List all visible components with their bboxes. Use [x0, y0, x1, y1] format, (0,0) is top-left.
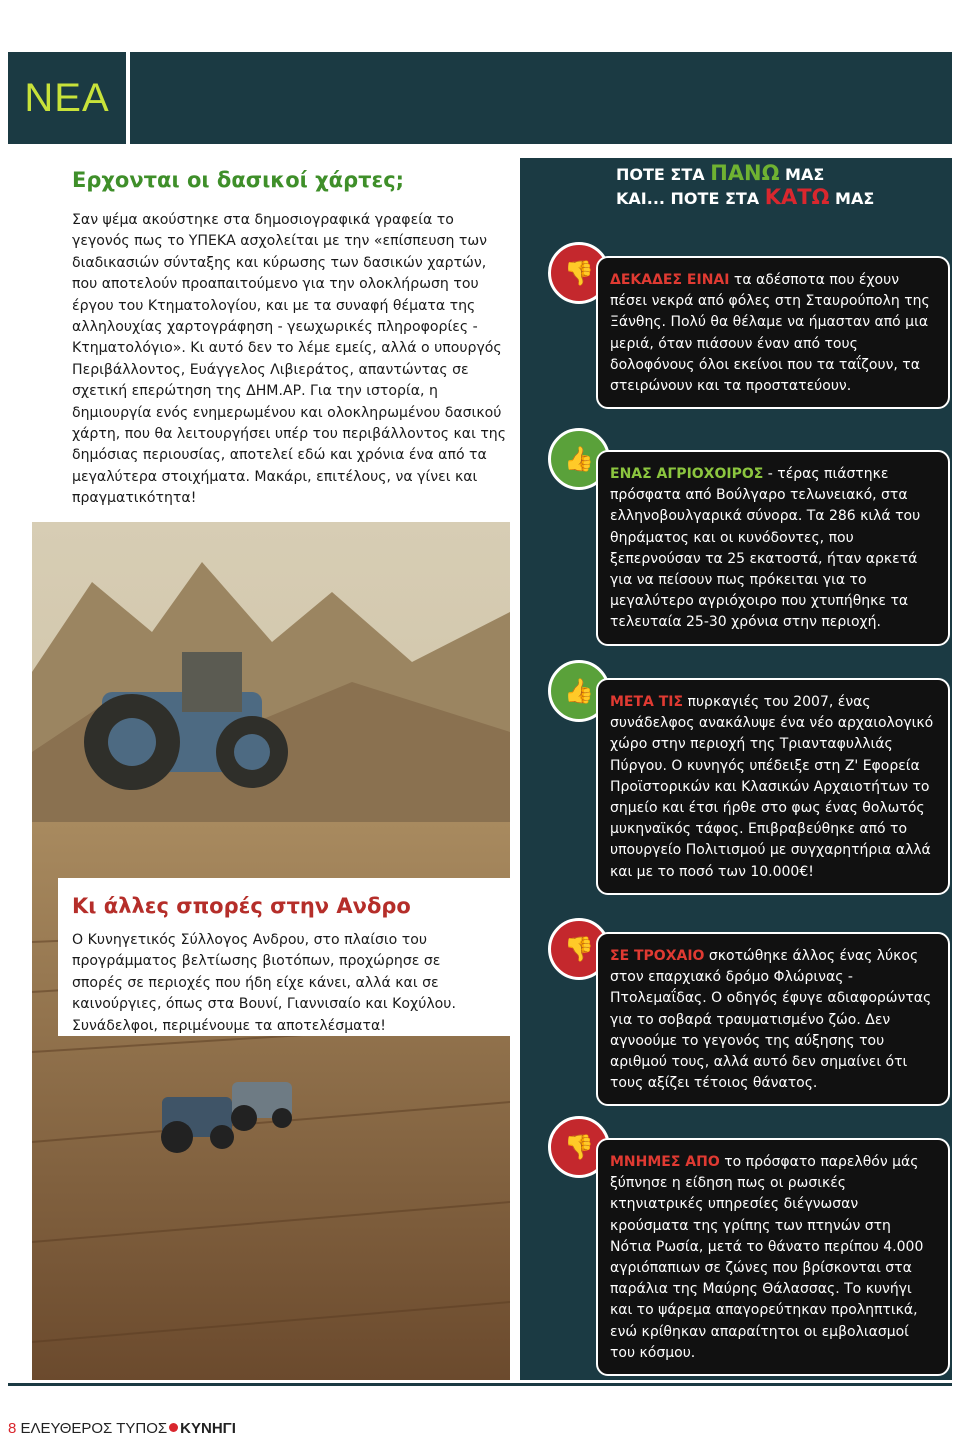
- page-footer: [8, 1420, 236, 1437]
- item-lead: ΔΕΚΑΔΕΣ ΕΙΝΑΙ: [610, 272, 730, 288]
- caption-box: [58, 878, 510, 1036]
- thumbs-down-icon: 👎: [548, 1116, 610, 1178]
- item-text: - τέρας πιάστηκε πρόσφατα από Βούλγαρο τελωνειακό, στα ελληνοβουλγαρικά σύνορα. Τα 286 κιλά του θηράματος και οι κυνόδοντες, που ξεπερνούσαν τα 25 εκατοστά, ήταν αρκετά για να πείσουν πως πρόκειται για το μεγαλύτερο αγριόχοιρο που χτυπήθηκε τα τελευταία 25-30 χρόνια στην περιοχή.: [610, 466, 921, 631]
- item-text: το πρόσφατο παρελθόν μάς ξύπνησε η είδηση πως οι ρωσικές κτηνιατρικές υπηρεσίες διέγνωσαν κρούσματα της γρίπης των πτηνών στη Νότια Ρωσία, μετά το θάνατο περίπου 4.000 αγριόπαπιων σε ζώνες που βρίσκονται στα παράλια της Μαύρης Θάλασσας. Το κυνήγι και το ψάρεμα απαγορεύτηκαν προληπτικά, ενώ κρίθηκαν απαραίτητοι οι εμβολιασμοί του κόσμου.: [610, 1154, 924, 1361]
- article-title: Ερχονται οι δασικοί χάρτες;: [72, 168, 405, 192]
- page-header: [8, 52, 952, 144]
- section-label: ΝΕΑ: [8, 52, 130, 144]
- item-lead: ΜΕΤΑ ΤΙΣ: [610, 694, 684, 710]
- heading-up: ΠΑΝΩ: [710, 161, 780, 185]
- article-body: Σαν ψέμα ακούστηκε στα δημοσιογραφικά γραφεία το γεγονός πως το ΥΠΕΚΑ ασχολείται με την «επίσπευση των διαδικασιών σύνταξης και κύρωσης των δασικών χαρτών, που αποτελούν προαπαιτούμενο για την ολοκλήρωση του έργου του Κτηματολογίου, και με τα συναφή θέματα της αλληλουχίας χαρτογράφηση - γεωχωρικές πληροφορίες - Κτηματολόγιο». Κι αυτό δεν το λέμε εμείς, αλλά ο υπουργός Περιβάλλοντος, Ευάγγελος Λιβιεράτος, απαντώντας σε σχετική επερώτηση της ΔΗΜ.ΑΡ. Για την ιστορία, η δημιουργία ενός ενημερωμένου και ολοκληρωμένου δασικού χάρτη, που θα λειτουργήσει υπέρ του περιβάλλοντος και της δημόσιας περιουσίας, αποτελεί εδώ και χρόνια ένα από τα μεγαλύτερα στοιχήματα. Μακάρι, επιτέλους, να γίνει και πραγματικότητα!: [72, 212, 507, 507]
- thumbs-up-icon: 👍: [548, 428, 610, 490]
- caption-text: Ο Κυνηγετικός Σύλλογος Ανδρου, στο πλαίσιο του προγράμματος βελτίωσης βιοτόπων, προχώρησε σε σπορές σε περιοχές που ήδη είχε κάνει, αλλά και σε καινούργιες, όπως στα Βουνί, Γιαννισαίο και Κοχύλου. Συνάδελφοι, περιμένουμε τα αποτελέσματα!: [72, 932, 456, 1034]
- news-item: [596, 678, 950, 895]
- thumbs-up-icon: 👍: [548, 660, 610, 722]
- news-item: [596, 256, 950, 409]
- news-item: [596, 1138, 950, 1376]
- footer-brand-b: ΚΥΝΗΓΙ: [180, 1420, 236, 1437]
- news-item: [596, 450, 950, 646]
- item-lead: ΣΕ ΤΡΟΧΑΙΟ: [610, 948, 705, 964]
- footer-dot-icon: [169, 1423, 178, 1432]
- footer-brand-a: ΕΛΕΥΘΕΡΟΣ ΤΥΠΟΣ: [20, 1420, 168, 1437]
- item-text: σκοτώθηκε άλλος ένας λύκος στον επαρχιακό δρόμο Φλώρινας - Πτολεμαΐδας. Ο οδηγός έφυγε αδιαφορώντας για το σοβαρά τραυματισμένο ζώο. Δεν αγνοούμε το γεγονός της αύξησης του αριθμού τους, αλλά αυτό δεν σημαίνει ότι τους αξίζει τέτοιος θάνατος.: [610, 948, 932, 1092]
- heading-line1b: ΜΑΣ: [779, 165, 825, 184]
- sidebar-column: [520, 158, 952, 1380]
- footer-rule: [8, 1383, 952, 1386]
- item-text: τα αδέσποτα που έχουν πέσει νεκρά από φόλες στη Σταυρούπολη της Ξάνθης. Πολύ θα θέλαμε να ήμασταν από μια μεριά, όταν πιάσουν έναν από τους δολοφόνους όλοι εκείνοι που τα ταΐζουν, τα στειρώνουν και τα προστατεύουν.: [610, 272, 930, 395]
- heading-line2b: ΜΑΣ: [829, 189, 875, 208]
- item-lead: ΕΝΑΣ ΑΓΡΙΟΧΟΙΡΟΣ: [610, 466, 764, 482]
- sidebar-heading: [616, 162, 936, 210]
- item-lead: ΜΝΗΜΕΣ ΑΠΟ: [610, 1154, 720, 1170]
- heading-down: ΚΑΤΩ: [764, 185, 830, 209]
- caption-title: Κι άλλες σπορές στην Ανδρο: [72, 894, 411, 918]
- item-text: πυρκαγιές του 2007, ένας συνάδελφος ανακάλυψε ένα νέο αρχαιολογικό χώρο στην περιοχή της Τριανταφυλλιάς Πύργου. Ο κυνηγός υπέδειξε στη Ζ' Εφορεία Προϊστορικών και Κλασικών Αρχαιοτήτων το σημείο και έτσι ήρθε στο φως ένας θολωτός μυκηναϊκός τάφος. Επιβραβεύθηκε από το υπουργείο Πολιτισμού με συγχαρητήρια αλλά και με το ποσό των 10.000€!: [610, 694, 934, 880]
- news-item: [596, 932, 950, 1106]
- heading-line2a: ΚΑΙ... ΠΟΤΕ ΣΤΑ: [616, 189, 765, 208]
- heading-line1a: ΠΟΤΕ ΣΤΑ: [616, 165, 711, 184]
- thumbs-down-icon: 👎: [548, 242, 610, 304]
- thumbs-down-icon: 👎: [548, 918, 610, 980]
- page-number: 8: [8, 1420, 17, 1437]
